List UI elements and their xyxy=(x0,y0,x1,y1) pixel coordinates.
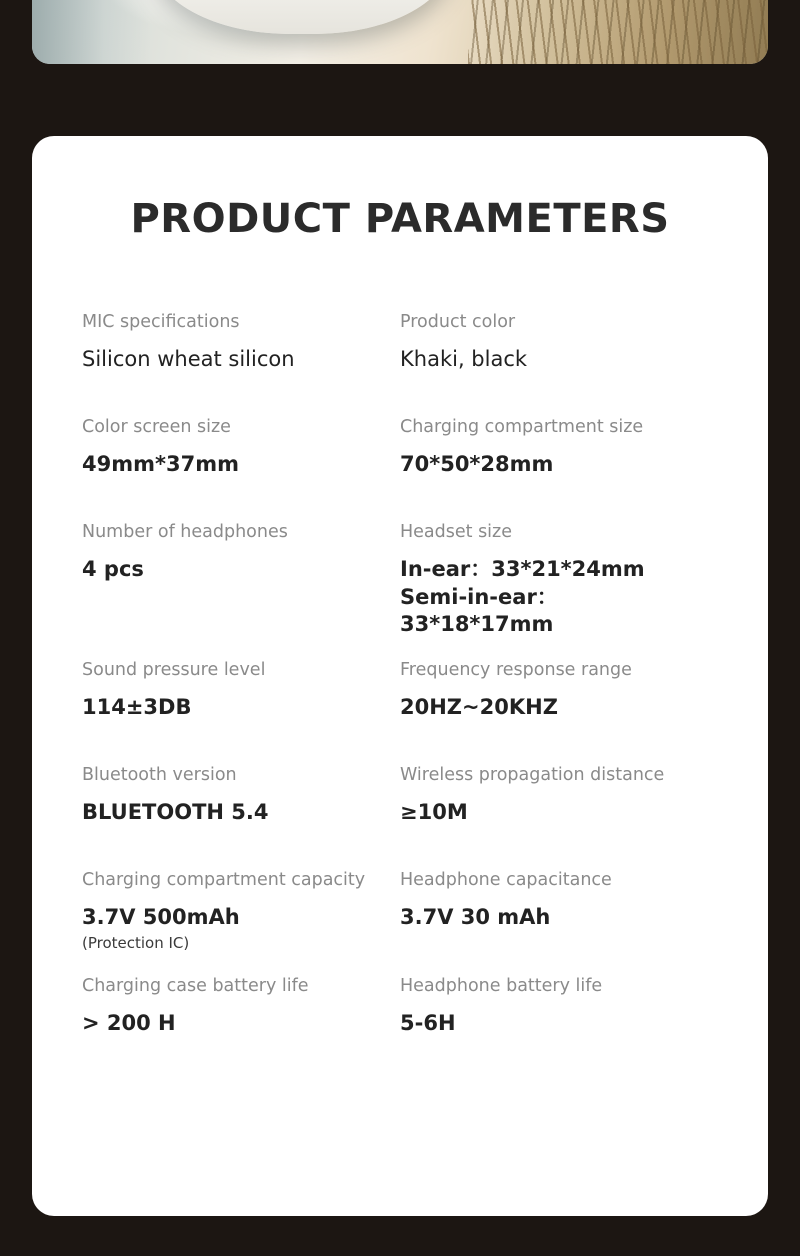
spec-value: BLUETOOTH 5.4 xyxy=(82,800,269,825)
spec-item-headphone-capacitance xyxy=(400,870,718,951)
spec-label: Color screen size xyxy=(82,417,231,438)
spec-label: Number of headphones xyxy=(82,522,288,543)
spec-value: 3.7V 30 mAh xyxy=(400,905,551,930)
spec-label: Sound pressure level xyxy=(82,660,266,681)
row-spacer xyxy=(82,721,718,765)
spec-value: Khaki, black xyxy=(400,346,528,371)
spec-value-secondary: Semi-in-ear：33*18*17mm xyxy=(400,584,558,636)
spec-label: Charging compartment size xyxy=(400,417,644,438)
spec-item-color-screen-size xyxy=(82,417,400,478)
spec-label: Wireless propagation distance xyxy=(400,765,665,786)
spec-row xyxy=(82,417,718,478)
spec-label: Bluetooth version xyxy=(82,765,237,786)
spec-value: 49mm*37mm xyxy=(82,452,239,477)
spec-item-headphone-battery-life xyxy=(400,976,718,1037)
spec-value: ≥10M xyxy=(400,800,468,825)
spec-item-mic-specifications xyxy=(82,312,400,373)
spec-value: Silicon wheat silicon xyxy=(82,346,295,371)
product-parameters-card xyxy=(32,136,768,1216)
spec-value-note: (Protection IC) xyxy=(82,933,190,952)
spec-label: Charging case battery life xyxy=(82,975,309,996)
spec-label: Frequency response range xyxy=(400,660,632,681)
spec-value: > 200 H xyxy=(82,1010,176,1035)
spec-item-charging-compartment-capacity xyxy=(82,870,400,951)
row-spacer xyxy=(82,373,718,417)
spec-row xyxy=(82,312,718,373)
spec-value: 5-6H xyxy=(400,1010,456,1035)
hero-photo-grass xyxy=(468,0,768,64)
spec-label: Product color xyxy=(400,312,516,332)
row-spacer xyxy=(82,826,718,870)
spec-item-bluetooth-version xyxy=(82,765,400,826)
spec-value: In-ear：33*21*24mm xyxy=(400,557,645,582)
row-spacer xyxy=(82,478,718,522)
hero-photo-shadow xyxy=(32,0,152,64)
spec-value: 4 pcs xyxy=(82,557,144,582)
spec-item-charging-case-battery-life xyxy=(82,976,400,1037)
spec-row xyxy=(82,522,718,638)
row-spacer xyxy=(82,638,718,660)
spec-item-charging-compartment-size xyxy=(400,417,718,478)
spec-value: 70*50*28mm xyxy=(400,452,554,477)
spec-label: Headset size xyxy=(400,522,512,543)
specs-grid xyxy=(82,312,718,1037)
spec-label: Headphone battery life xyxy=(400,975,603,996)
spec-value: 20HZ~20KHZ xyxy=(400,694,558,719)
spec-row xyxy=(82,765,718,826)
spec-item-sound-pressure-level xyxy=(82,660,400,721)
spec-item-number-of-headphones xyxy=(82,522,400,638)
spec-item-wireless-propagation-distance xyxy=(400,765,718,826)
page-title: PRODUCT PARAMETERS xyxy=(130,196,670,242)
spec-row xyxy=(82,976,718,1037)
spec-row xyxy=(82,660,718,721)
hero-product-photo xyxy=(32,0,768,64)
spec-label: Charging compartment capacity xyxy=(82,870,366,891)
spec-value: 114±3DB xyxy=(82,694,192,719)
spec-label: MIC specifications xyxy=(82,312,240,332)
spec-item-product-color xyxy=(400,312,718,373)
row-spacer xyxy=(82,952,718,976)
spec-value: 3.7V 500mAh xyxy=(82,905,240,930)
spec-item-headset-size xyxy=(400,522,718,638)
spec-item-frequency-response-range xyxy=(400,660,718,721)
spec-label: Headphone capacitance xyxy=(400,870,612,891)
spec-row xyxy=(82,870,718,951)
